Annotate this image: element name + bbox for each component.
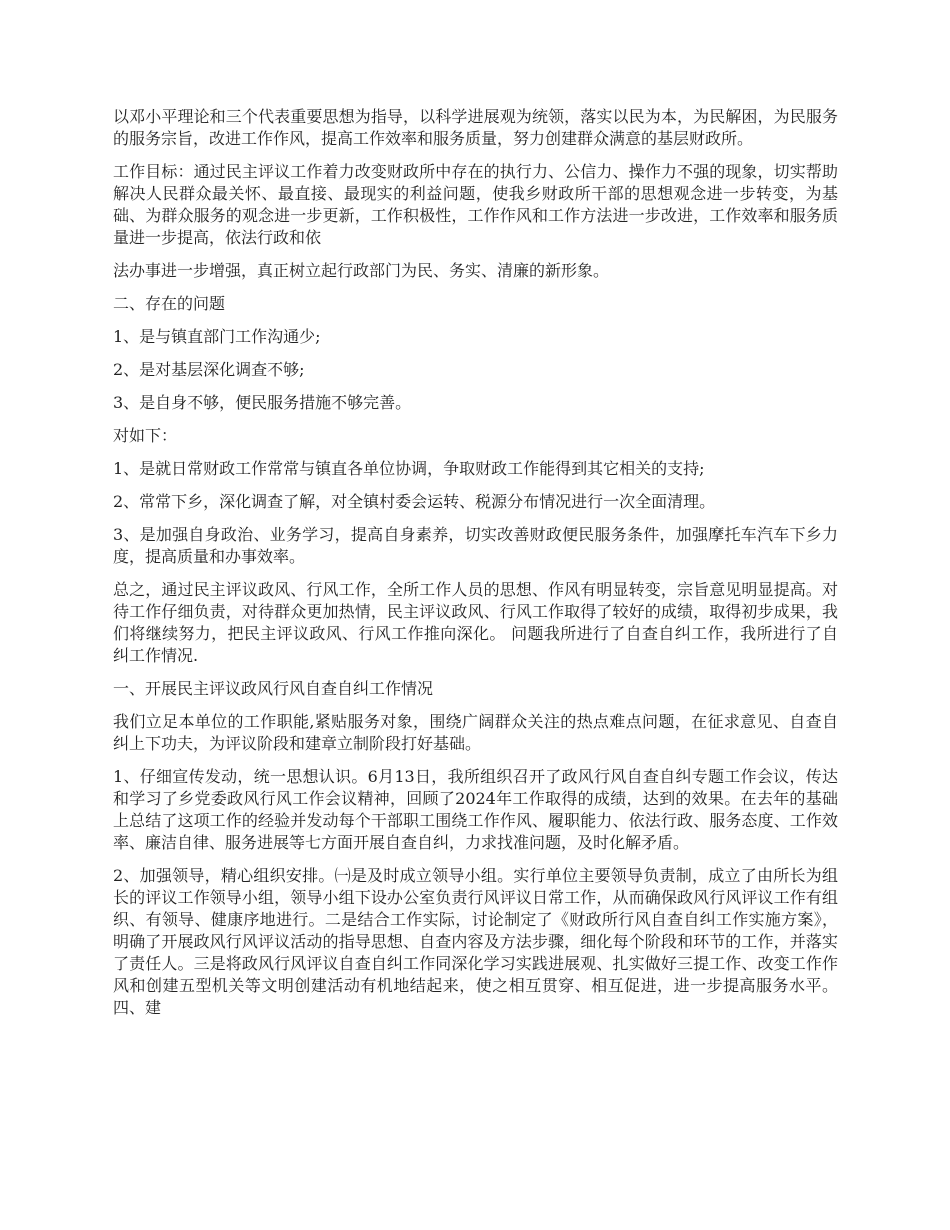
paragraph-leadership-organization: 2、加强领导，精心组织安排。㈠是及时成立领导小组。实行单位主要领导负责制，成立了由所长为组长的评议工作领导小组，领导小组下设办公室负责行风评议日常工作，从而确保政风行风评议工作有组织、有领导、健康序地进行。二是结合工作实际，讨论制定了《财政所行风自查自纠工作实施方案》，明确了开展政风行风评议活动的指导思想、自查内容及方法步骤，细化每个阶段和环节的工作，并落实了责任人。三是将政风行风评议自查自纠工作同深化学习实践进展观、扎实做好三提工作、改变工作作风和创建五型机关等文明创建活动有机地结起来，使之相互贯穿、相互促进，进一步提高服务水平。 四、建	[113, 866, 838, 1017]
heading-countermeasures: 对如下：	[113, 426, 178, 445]
document-page	[113, 106, 838, 1030]
heading-self-inspection: 一、开展民主评议政风行风自查自纠工作情况	[113, 679, 434, 698]
problem-item-2: 2、是对基层深化调查不够;	[113, 360, 305, 379]
problem-item-3: 3、是自身不够，便民服务措施不够完善。	[113, 393, 412, 412]
paragraph-work-goal-continued: 法办事进一步增强，真正树立起行政部门为民、务实、清廉的新形象。	[113, 261, 610, 280]
problem-item-1: 1、是与镇直部门工作沟通少;	[113, 327, 321, 346]
countermeasure-item-3: 3、是加强自身政治、业务学习，提高自身素养，切实改善财政便民服务条件，加强摩托车汽车下乡力度，提高质量和办事效率。	[113, 525, 838, 566]
paragraph-work-goal: 工作目标：通过民主评议工作着力改变财政所中存在的执行力、公信力、操作力不强的现象，切实帮助解决人民群众最关怀、最直接、最现实的利益问题，使我乡财政所干部的思想观念进一步转变，为基础、为群众服务的观念进一步更新，工作积极性，工作作风和工作方法进一步改进，工作效率和服务质量进一步提高，依法行政和依	[113, 162, 838, 247]
paragraph-self-inspection-intro: 我们立足本单位的工作职能,紧贴服务对象，围绕广阔群众关注的热点难点问题，在征求意见、自查自纠上下功夫，为评议阶段和建章立制阶段打好基础。	[113, 712, 838, 753]
paragraph-publicity-mobilization: 1、仔细宣传发动，统一思想认识。6月13日，我所组织召开了政风行风自查自纠专题工作会议，传达和学习了乡党委政风行风工作会议精神，回顾了2024年工作取得的成绩，达到的效果。在去年的基础上总结了这项工作的经验并发动每个干部职工围绕工作作风、履职能力、依法行政、服务态度、工作效率、廉洁自律、服务进展等七方面开展自查自纠，力求找准问题，及时化解矛盾。	[113, 767, 838, 852]
paragraph-guiding-ideology: 以邓小平理论和三个代表重要思想为指导，以科学进展观为统领，落实以民为本，为民解困，为民服务的服务宗旨，改进工作作风，提高工作效率和服务质量，努力创建群众满意的基层财政所。	[113, 107, 838, 148]
countermeasure-item-1: 1、是就日常财政工作常常与镇直各单位协调，争取财政工作能得到其它相关的支持;	[113, 459, 705, 478]
paragraph-summary: 总之，通过民主评议政风、行风工作，全所工作人员的思想、作风有明显转变，宗旨意见明显提高。对待工作仔细负责，对待群众更加热情，民主评议政风、行风工作取得了较好的成绩，取得初步成果，我们将继续努力，把民主评议政风、行风工作推向深化。 问题我所进行了自查自纠工作，我所进行了自纠工作情况.	[113, 580, 838, 665]
heading-existing-problems: 二、存在的问题	[113, 294, 226, 313]
countermeasure-item-2: 2、常常下乡，深化调查了解，对全镇村委会运转、税源分布情况进行一次全面清理。	[113, 492, 716, 511]
